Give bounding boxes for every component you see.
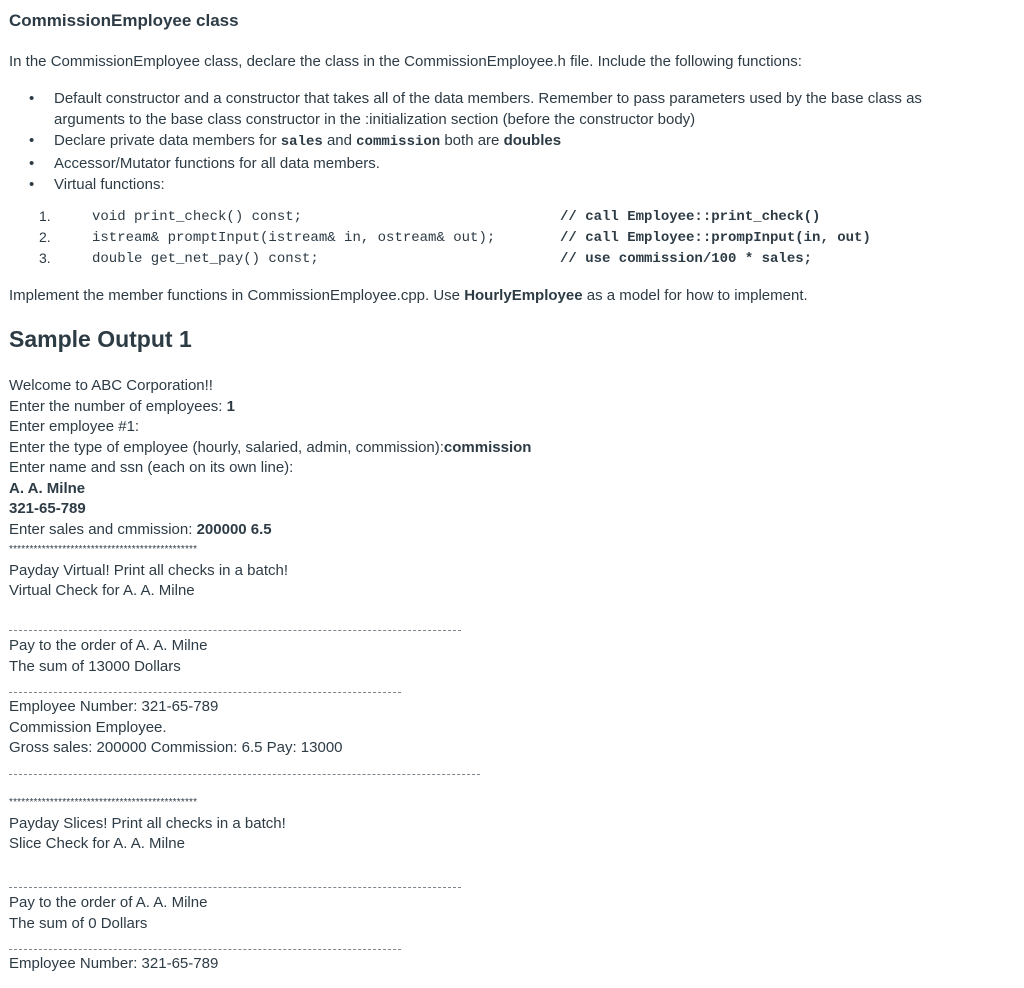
- line-number: 2.: [39, 229, 51, 245]
- implement-paragraph: [9, 287, 808, 304]
- output-line: Pay to the order of A. A. Milne: [9, 637, 208, 654]
- implement-text: as a model for how to implement.: [582, 287, 808, 304]
- check-top-divider: [9, 630, 461, 631]
- list-item-text: Accessor/Mutator functions for all data members.: [54, 155, 380, 172]
- list-item-text: Default constructor and a constructor that takes all of the data members. Remember to pass parameters used by the base class as: [54, 90, 922, 107]
- check-block-1-details: [9, 697, 1009, 759]
- asterisk-divider: **********************************************: [9, 797, 198, 808]
- requirements-list: [9, 88, 999, 195]
- output-line: [9, 520, 1009, 541]
- check-top-divider: [9, 887, 461, 888]
- asterisk-divider: **********************************************: [9, 544, 198, 555]
- sample-output: [9, 376, 1009, 602]
- section-heading: CommissionEmployee class: [9, 11, 239, 30]
- check-bottom-divider: [9, 774, 480, 775]
- output-line: Commission Employee.: [9, 718, 167, 736]
- output-line: [9, 438, 1009, 459]
- code-line: [9, 250, 1009, 271]
- bullet-icon: •: [29, 176, 35, 193]
- list-item-text: Declare private data members for: [54, 132, 281, 149]
- check-block-2-details: [9, 954, 1009, 975]
- code-signature: istream& promptInput(istream& in, ostream& out);: [92, 230, 496, 246]
- bullet-icon: •: [29, 155, 35, 172]
- code-comment: // call Employee::prompInput(in, out): [560, 230, 871, 246]
- code-signature: void print_check() const;: [92, 209, 303, 225]
- list-item-text: both are: [440, 132, 504, 149]
- slice-output: [9, 793, 1009, 855]
- bullet-icon: •: [29, 132, 35, 149]
- output-line: [9, 397, 1009, 418]
- output-text: Enter the number of employees:: [9, 397, 227, 415]
- check-block-2: [9, 893, 1009, 934]
- code-comment: // call Employee::print_check(): [560, 209, 821, 225]
- list-item: [9, 153, 999, 174]
- code-line: [9, 229, 1009, 250]
- sample-output-heading: Sample Output 1: [9, 326, 192, 352]
- list-item-text: and: [322, 132, 357, 149]
- list-item-text: Virtual functions:: [54, 176, 165, 193]
- list-item: [9, 130, 999, 153]
- check-mid-divider: [9, 692, 401, 693]
- output-line: Welcome to ABC Corporation!!: [9, 377, 213, 394]
- output-line: Gross sales: 200000 Commission: 6.5 Pay: 13000: [9, 739, 343, 756]
- output-line: The sum of 13000 Dollars: [9, 657, 181, 675]
- user-input-text: 321-65-789: [9, 500, 86, 517]
- implement-text: Implement the member functions in CommissionEmployee.cpp. Use: [9, 287, 465, 304]
- list-item: [9, 174, 999, 195]
- list-item-text: arguments to the base class constructor in the :initialization section (before the constructor body): [54, 111, 696, 128]
- output-line: [9, 479, 1009, 500]
- intro-paragraph: In the CommissionEmployee class, declare the class in the CommissionEmployee.h file. Include the following functions:: [9, 53, 802, 70]
- output-line: Slice Check for A. A. Milne: [9, 835, 185, 852]
- code-listing: [9, 208, 1009, 271]
- output-line: Pay to the order of A. A. Milne: [9, 894, 208, 911]
- bold-text: doubles: [503, 132, 562, 149]
- inline-code-commission: commission: [356, 134, 441, 150]
- check-block-1: [9, 636, 1009, 677]
- output-line: Employee Number: 321-65-789: [9, 698, 219, 715]
- user-input-text: A. A. Milne: [9, 479, 86, 497]
- output-line: The sum of 0 Dollars: [9, 914, 148, 932]
- output-line: Payday Slices! Print all checks in a batch!: [9, 814, 286, 832]
- inline-code-sales: sales: [280, 134, 323, 150]
- line-number: 1.: [39, 208, 51, 224]
- output-line: Enter name and ssn (each on its own line):: [9, 459, 294, 476]
- bullet-icon: •: [29, 90, 35, 107]
- user-input-text: 1: [226, 397, 235, 415]
- user-input-text: commission: [443, 438, 532, 456]
- output-line: Payday Virtual! Print all checks in a batch!: [9, 561, 289, 579]
- output-text: Enter the type of employee (hourly, salaried, admin, commission):: [9, 438, 444, 456]
- user-input-text: 200000 6.5: [196, 520, 272, 538]
- output-line: Virtual Check for A. A. Milne: [9, 582, 195, 599]
- output-line: Employee Number: 321-65-789: [9, 955, 219, 972]
- output-text: Enter sales and cmmission:: [9, 520, 197, 538]
- code-signature: double get_net_pay() const;: [92, 251, 319, 267]
- output-line: [9, 499, 1009, 520]
- line-number: 3.: [39, 250, 51, 266]
- output-line: Enter employee #1:: [9, 418, 140, 435]
- code-comment: // use commission/100 * sales;: [560, 251, 813, 267]
- bold-text: HourlyEmployee: [464, 287, 583, 304]
- list-item: [9, 88, 999, 130]
- code-line: [9, 208, 1009, 229]
- check-mid-divider: [9, 949, 401, 950]
